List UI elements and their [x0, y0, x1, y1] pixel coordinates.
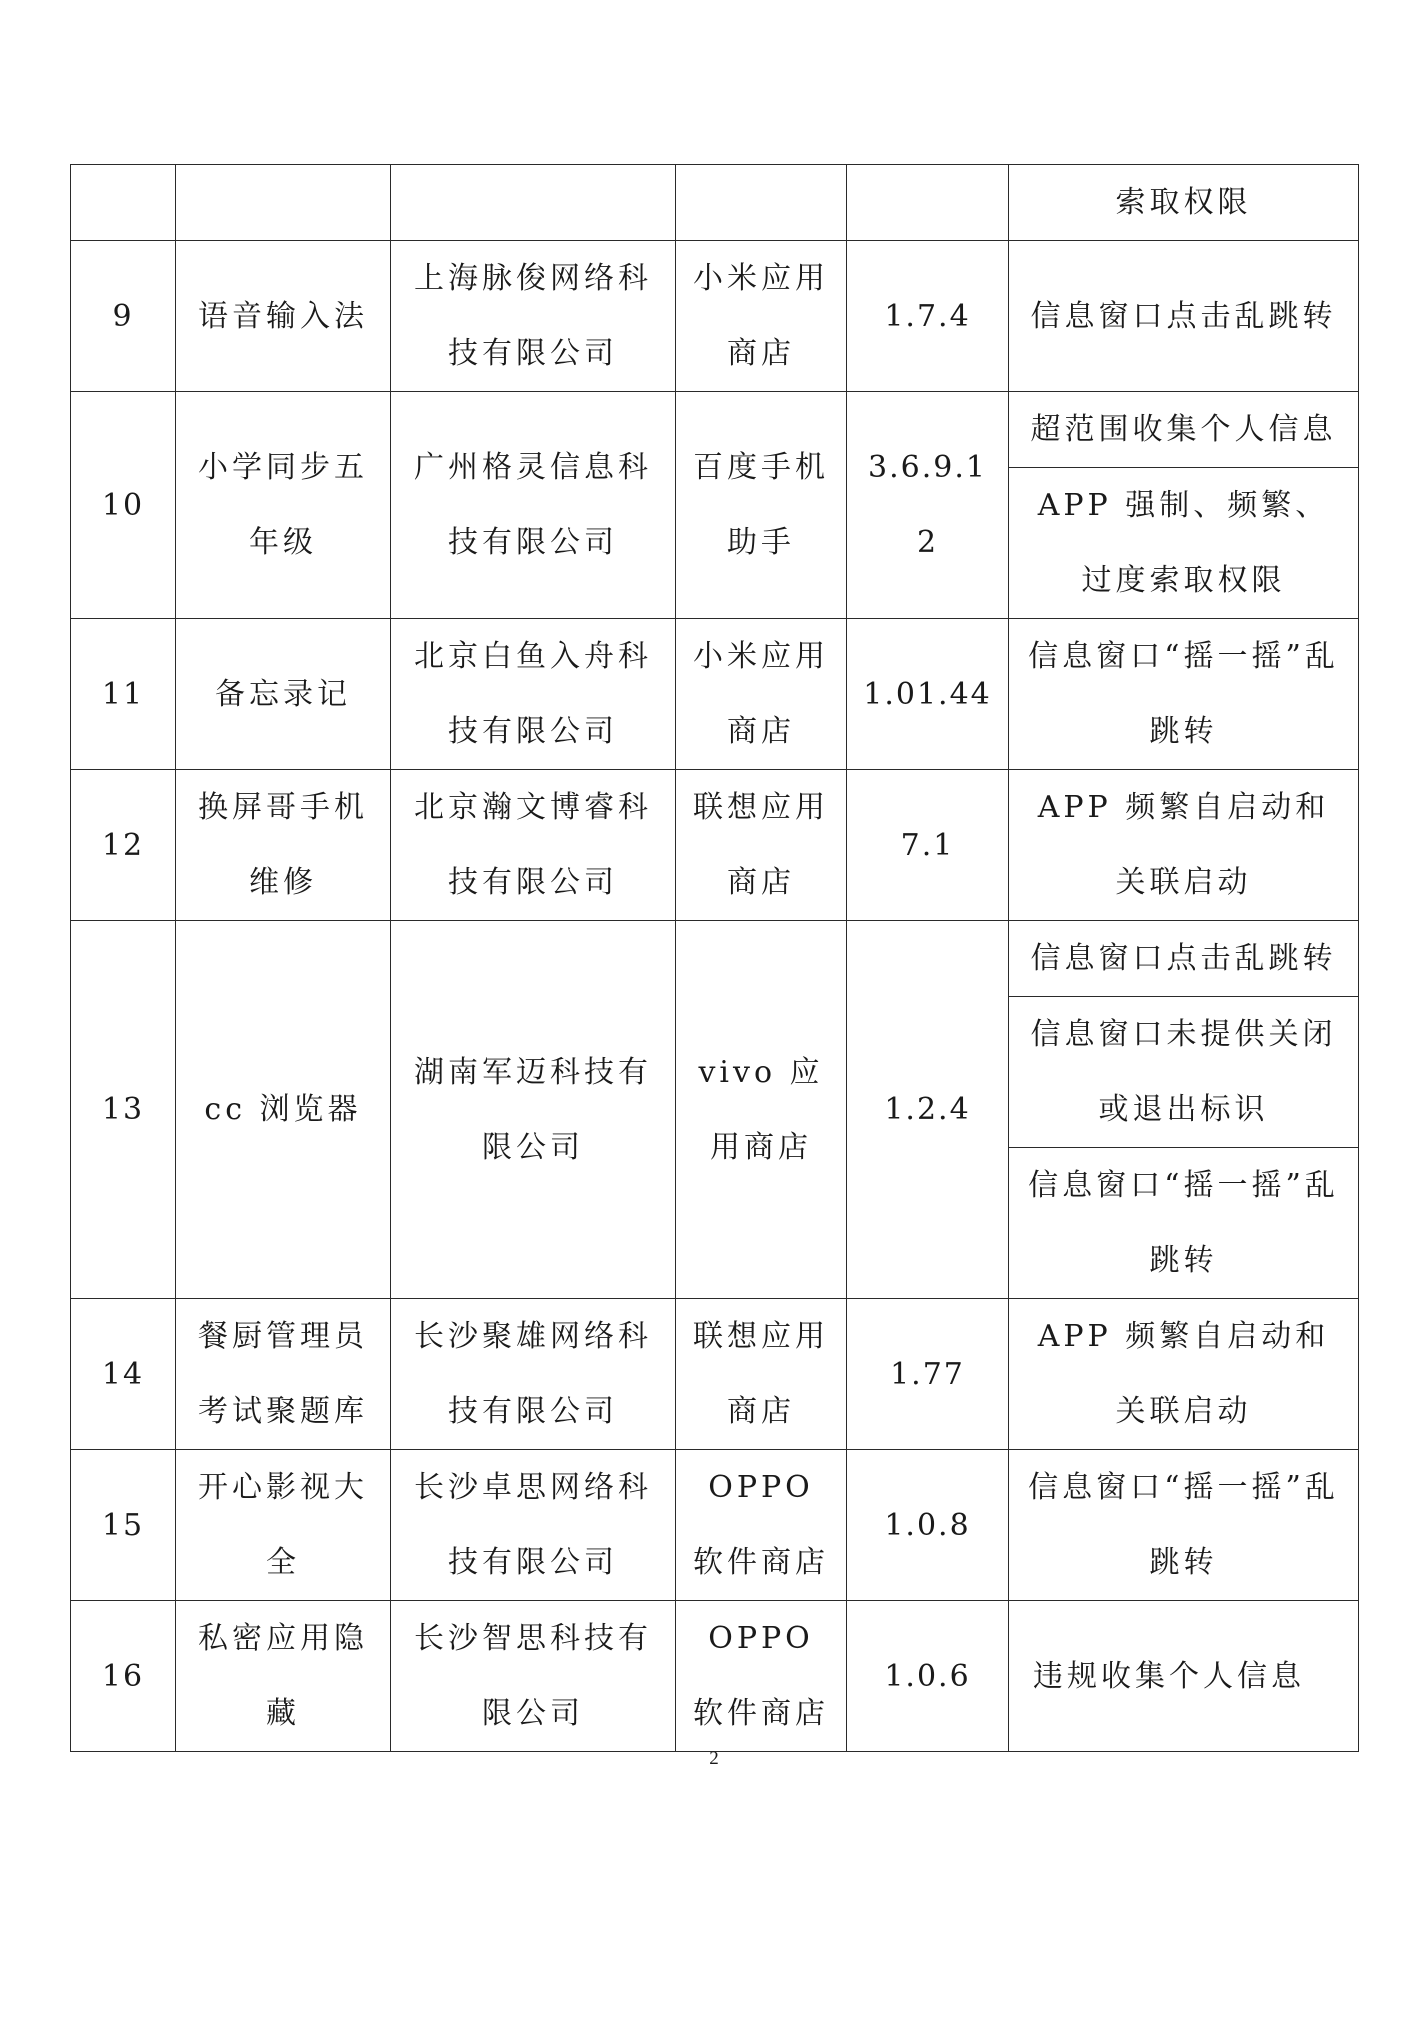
cell-app-name: 私密应用隐藏	[176, 1601, 391, 1752]
cell-number: 9	[71, 241, 176, 392]
cell-number: 15	[71, 1450, 176, 1601]
cell-store: 联想应用商店	[676, 770, 847, 921]
cell-app-name	[176, 165, 391, 241]
cell-developer: 长沙智思科技有限公司	[391, 1601, 676, 1752]
cell-app-name: cc 浏览器	[176, 921, 391, 1299]
table-body	[71, 165, 1359, 1752]
cell-developer: 上海脉俊网络科技有限公司	[391, 241, 676, 392]
cell-version: 7.1	[847, 770, 1009, 921]
cell-number: 12	[71, 770, 176, 921]
cell-issue: APP 频繁自启动和关联启动	[1009, 1299, 1359, 1450]
cell-store: OPPO 软件商店	[676, 1450, 847, 1601]
cell-developer: 北京白鱼入舟科技有限公司	[391, 619, 676, 770]
cell-version: 1.77	[847, 1299, 1009, 1450]
cell-version: 1.01.44	[847, 619, 1009, 770]
cell-developer: 广州格灵信息科技有限公司	[391, 392, 676, 619]
cell-store: 百度手机助手	[676, 392, 847, 619]
cell-store: 联想应用商店	[676, 1299, 847, 1450]
cell-issue: 违规收集个人信息	[1009, 1601, 1359, 1752]
cell-issue: 信息窗口点击乱跳转	[1009, 921, 1359, 997]
table-row	[71, 165, 1359, 241]
cell-store: vivo 应用商店	[676, 921, 847, 1299]
cell-version: 3.6.9.12	[847, 392, 1009, 619]
cell-number	[71, 165, 176, 241]
cell-developer: 长沙聚雄网络科技有限公司	[391, 1299, 676, 1450]
table-row	[71, 921, 1359, 997]
table-row	[71, 1450, 1359, 1601]
cell-app-name: 换屏哥手机维修	[176, 770, 391, 921]
cell-developer: 北京瀚文博睿科技有限公司	[391, 770, 676, 921]
cell-app-name: 语音输入法	[176, 241, 391, 392]
cell-issue: 信息窗口点击乱跳转	[1009, 241, 1359, 392]
cell-store: 小米应用商店	[676, 619, 847, 770]
table-row	[71, 619, 1359, 770]
table-row	[71, 1601, 1359, 1752]
cell-version: 1.7.4	[847, 241, 1009, 392]
cell-number: 16	[71, 1601, 176, 1752]
cell-developer: 湖南军迈科技有限公司	[391, 921, 676, 1299]
cell-app-name: 餐厨管理员考试聚题库	[176, 1299, 391, 1450]
cell-number: 11	[71, 619, 176, 770]
page-number: 2	[709, 1748, 719, 1769]
cell-issue: 信息窗口“摇一摇”乱跳转	[1009, 1148, 1359, 1299]
table-row	[71, 770, 1359, 921]
cell-number: 10	[71, 392, 176, 619]
cell-store: OPPO 软件商店	[676, 1601, 847, 1752]
cell-developer	[391, 165, 676, 241]
cell-store	[676, 165, 847, 241]
cell-issue: 信息窗口“摇一摇”乱跳转	[1009, 1450, 1359, 1601]
cell-version: 1.2.4	[847, 921, 1009, 1299]
cell-issue: 超范围收集个人信息	[1009, 392, 1359, 468]
cell-number: 14	[71, 1299, 176, 1450]
cell-store: 小米应用商店	[676, 241, 847, 392]
cell-issue: 信息窗口“摇一摇”乱跳转	[1009, 619, 1359, 770]
cell-version: 1.0.8	[847, 1450, 1009, 1601]
cell-issue: 信息窗口未提供关闭或退出标识	[1009, 997, 1359, 1148]
cell-number: 13	[71, 921, 176, 1299]
cell-issue: APP 频繁自启动和关联启动	[1009, 770, 1359, 921]
cell-issue: APP 强制、频繁、过度索取权限	[1009, 468, 1359, 619]
cell-app-name: 小学同步五年级	[176, 392, 391, 619]
table-row	[71, 392, 1359, 468]
cell-version	[847, 165, 1009, 241]
app-violation-table	[70, 164, 1359, 1752]
cell-developer: 长沙卓思网络科技有限公司	[391, 1450, 676, 1601]
cell-version: 1.0.6	[847, 1601, 1009, 1752]
cell-app-name: 开心影视大全	[176, 1450, 391, 1601]
cell-app-name: 备忘录记	[176, 619, 391, 770]
cell-issue: 索取权限	[1009, 165, 1359, 241]
table-row	[71, 241, 1359, 392]
table-row	[71, 1299, 1359, 1450]
